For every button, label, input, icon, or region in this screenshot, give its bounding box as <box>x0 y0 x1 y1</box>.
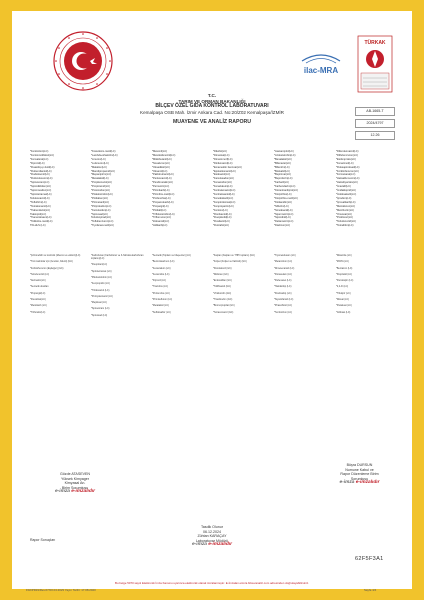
method-item: *Fluroksipir (LC) <box>336 279 354 283</box>
method-item: *Dikamba (LC) <box>336 254 352 257</box>
method-item: *Bentazon (LC) <box>336 266 353 270</box>
analyte-item: *Spirotetramat(LC) <box>30 192 52 196</box>
analyte-item: *İmazalil(LC) <box>336 185 351 189</box>
method-item: *Spinetoram (LC) <box>91 307 110 311</box>
approval-label: Tasdik Olunur <box>201 525 223 529</box>
analyte-item: *Heksitiyazoks(LC) <box>336 181 358 185</box>
analyte-item: *Azoksistrobin(LC) <box>274 153 296 157</box>
method-item: *Fenazakuin (LC) <box>152 266 171 270</box>
method-item: *Metalaksil (LC) <box>152 304 169 308</box>
analyte-item: *Siprodinil(LC) <box>274 216 291 220</box>
method-item: *2,4-D (LC) <box>336 285 349 289</box>
analyte-item: *Fenarimol(LC) <box>336 161 354 165</box>
lab-address: Kemalpaşa OSB Mah. İzmir Ankara Cad. No:20/Z02 Kemalpaşa/İZMİR <box>140 109 284 115</box>
analyte-item: *Spirodiklofen(LC) <box>30 185 52 189</box>
analyte-item: *Flufenoksuron(LC) <box>30 177 53 181</box>
method-item: *Sentetik oksidan <box>30 285 49 289</box>
approval-name: Zühtan KARAÇAY <box>197 534 227 539</box>
analyte-item: *Asetamiprid(LC) <box>274 150 294 153</box>
method-item: *Benzoksazinon (LC) <box>152 260 175 264</box>
analyte-item: *Tetrakonazol(LC) <box>30 204 51 208</box>
analyte-item: *Proklorаz(LC) <box>336 216 354 220</box>
analyte-item: *Fluopikolid(LC) <box>213 216 232 220</box>
e-signature-approval <box>177 543 247 548</box>
method-item: *Haloksifop (LC) <box>274 285 292 289</box>
e-signature-left-main: e-imzalıdır <box>71 489 95 495</box>
method-item: *Çözünebilir su kontrolü (Mevcut ve etkisiz)(LC) <box>30 254 81 257</box>
analyte-item: *Paklobutrazol(LC) <box>152 173 174 177</box>
analyte-item: *Fenheksamid(LC) <box>213 192 235 196</box>
analyte-item: *Prosimidon(LC) <box>91 189 111 193</box>
method-item: *Tembotrion (LC) <box>274 310 293 314</box>
analyte-item: *Difenokonazol(LC) <box>336 150 359 153</box>
method-item: *Tebufenozid (LC) <box>30 272 50 276</box>
analyte-item: *Pirimikarb(LC) <box>152 189 170 193</box>
analyte-item: *Fenamidon(LC) <box>213 181 233 185</box>
method-item: *Spirotetramat (LC) <box>91 269 112 273</box>
method-item: *Fipronil (LC) <box>152 279 167 283</box>
analyte-item: *Emamektin benzoat(LC) <box>213 165 242 169</box>
method-item: *Klorotalonil (GC) <box>213 266 232 270</box>
method-item: *Florasulam (LC) <box>274 272 293 276</box>
analyte-item: *Propamokarb(LC) <box>152 200 174 204</box>
analyte-item: *Fenoksikarb(LC) <box>213 196 234 200</box>
analyte-item: *Fenpropatrin(LC) <box>213 204 234 208</box>
report-page <box>12 11 412 592</box>
lab-name: BİLÇEV ÖZEL GIDA KONTROL LABORATUVARI <box>155 103 269 110</box>
e-signature-right <box>322 481 397 486</box>
analyte-item: *Bifenazat(LC) <box>274 161 291 165</box>
analyte-item: *Spinetoram(LC) <box>30 181 50 185</box>
analyte-item: *Spiromesifen(LC) <box>30 189 52 193</box>
analyte-item: *Spinosad(LC) <box>91 212 108 216</box>
analyte-item: *Flutriafol(LC) <box>213 224 229 228</box>
method-item: *Bromopropilat (GC) <box>213 304 235 308</box>
method-item: *Forklorfenuron (Eşdeğer) (GC) <box>30 266 64 270</box>
analyte-item: *İprodion(LC) <box>336 196 352 200</box>
ministry-label: TARIM VE ORMAN BAKANLIĞI <box>178 98 246 104</box>
ilac-mra-logo-icon <box>298 49 344 79</box>
method-item: *Tiyometoksam (LC) <box>274 254 296 257</box>
analyte-item: *Ometoat(LC) <box>336 212 352 216</box>
reference-box <box>355 107 395 143</box>
analyte-item: *Aldikarb(LC) <box>152 224 168 228</box>
analyte-item: *Tetradifon(LC) <box>336 224 354 228</box>
signatory-left-title2: Kimyasal An. <box>64 481 86 486</box>
method-item: *Dikuat (LC) <box>336 297 350 301</box>
signatory-left-title3: Birim Sorumlusu <box>61 485 89 490</box>
analyte-item: *Flubendiamid(LC) <box>30 169 52 173</box>
analyte-item: *Flonikamid(LC) <box>213 212 232 216</box>
analyte-item: *Fipronil(LC) <box>30 161 45 165</box>
method-item: *Protiyokonazol (LC) <box>91 294 113 298</box>
signatory-right-title2: Rapor Düzenleme Birim <box>340 472 379 477</box>
analyte-item: *Metrafenon(LC) <box>336 204 356 208</box>
analyte-item: Tebufenpirad(LC) <box>91 216 112 220</box>
method-item: *Propargit(LC) <box>30 291 46 295</box>
analyte-item: *Buprofezin(LC) <box>274 177 293 181</box>
analyte-item: *Fentionsülfoksit(LC) <box>30 153 55 157</box>
analyte-item: *Oksadiksil(LC) <box>152 165 170 169</box>
signatory-left-title1: Yüksek Kimyager <box>61 476 89 481</box>
method-item: *Klodinafop (LC) <box>274 291 292 295</box>
ref-accreditation: AB-1665-T <box>355 107 395 116</box>
method-item: *Primisulfuron (LC) <box>152 297 173 301</box>
method-item: *Sulfoksaflor (LC) <box>152 310 171 314</box>
analyte-item: *Fenbukonazol(LC) <box>213 189 236 193</box>
analyte-item: *Fludioksonil(LC) <box>30 173 50 177</box>
signatory-left <box>40 472 110 495</box>
footer-verification-note: Bu belge 5070 sayılı Elektronik İmza Kanunu uyarınca elektronik olarak imzalanmıştır. E-İmzalan eimza.bilcevanaliz.com adresinden doğrulayabilirsiniz. <box>115 581 309 585</box>
analyte-item: *Klotianidin(LC) <box>274 200 293 204</box>
analyte-item: *Oksamil(LC) <box>152 169 168 173</box>
analyte-item: *Fluasifop-p-butil(LC) <box>30 165 55 169</box>
analyte-item: *Benalaksil(LC) <box>274 157 292 161</box>
analyte-column-2 <box>91 150 149 228</box>
analyte-item: *Tiametoksam(LC) <box>30 216 52 220</box>
footer-form-code: F02/PR19/Rev.07/03.04.2023 Yayın Tarihi: 17.08.2020 <box>26 588 96 592</box>
analyte-item: *Klorantraniliprol(LC) <box>274 189 299 193</box>
analyte-item: *Metoksifenozid(LC) <box>152 153 176 157</box>
signatory-right-title1: Numune Kabul ve <box>345 467 374 472</box>
analyte-item: *Piraklostrobin(LC) <box>91 192 113 196</box>
analyte-item: *Boskalid(LC) <box>274 169 290 173</box>
method-item: *Flufenacet (LC) <box>274 279 292 283</box>
footer-page-number: Sayfa 4/4 <box>364 588 377 592</box>
method-item: *Mepikuat (LC) <box>91 301 107 305</box>
method-item: *Trifluralin(LC) <box>30 310 46 314</box>
analyte-item: *Sipermetrin(LC) <box>274 212 294 216</box>
analyte-item: *İndoksakarb(LC) <box>336 192 357 196</box>
analyte-column-4 <box>213 150 271 228</box>
analyte-item: *Linuron(LC) <box>91 157 106 161</box>
analyte-item: *Piridaben(LC) <box>91 196 109 200</box>
method-item: *Pirasulfotol (LC) <box>274 304 293 308</box>
analyte-column-1 <box>30 150 88 228</box>
method-item: *Fluopiram(LC) <box>91 263 108 267</box>
analyte-item: *Siflutrin(LC) <box>274 204 289 208</box>
analyte-item: Tiakloprid(LC) <box>30 212 47 216</box>
analyte-item: *Piriproksifen(LC) <box>91 204 112 208</box>
analyte-item: *Fenvalerat(LC) <box>30 157 49 161</box>
analyte-item: *Lufenuron(LC) <box>91 161 109 165</box>
method-item: *Metiokarb (LC) <box>30 304 47 308</box>
turkak-logo-icon <box>357 35 393 93</box>
method-column-5 <box>274 254 332 317</box>
analyte-item: TKLHLS (LC) <box>30 224 46 228</box>
analyte-item: *Etofenproks(LC) <box>336 157 356 161</box>
method-column-4 <box>213 254 271 317</box>
analyte-item: *Etoksazol(LC) <box>213 173 231 177</box>
analyte-item: *Novaluron(LC) <box>152 161 170 165</box>
analyte-item: *Mepanipirim(LC) <box>91 173 112 177</box>
method-column-6 <box>336 254 394 317</box>
method-item: *Tritikonazol (LC) <box>91 288 110 292</box>
country-label: T.C. <box>207 93 217 98</box>
method-item: *Fenamifos (LC) <box>152 272 170 276</box>
method-item: *Triazofos (LC) <box>152 285 168 289</box>
method-item: *Triadimefon (GC) <box>213 297 233 301</box>
analyte-item: *Pirimetanil(LC) <box>91 200 110 204</box>
analyte-item: *Lambda-sihalotrin(LC) <box>91 153 118 157</box>
analyte-item: *Famoksadon(LC) <box>213 177 235 181</box>
report-title: MUAYENE VE ANALİZ RAPORU <box>172 119 251 125</box>
analyte-column-3 <box>152 150 210 228</box>
analyte-item: *İprovalikarb(LC) <box>336 200 356 204</box>
method-item: *Vinklozolin (GC) <box>213 291 232 295</box>
analyte-item: *Kuinoksifen(LC) <box>91 208 111 212</box>
svg-text:TÜRKAK: TÜRKAK <box>364 40 386 46</box>
analyte-item: *Metomil(LC) <box>152 150 168 153</box>
signatory-left-name: Gözde ATASEVEN <box>59 472 91 476</box>
analyte-item: *Metribuzin(LC) <box>336 208 355 212</box>
analyte-item: *Epoksikonazol(LC) <box>213 169 236 173</box>
method-item: *Tolilfluanid (GC) <box>213 285 231 289</box>
method-item: *Metamitron (LC) <box>274 260 293 264</box>
method-item: *Parakuat (LC) <box>336 304 352 308</box>
e-signature-approval-main: e-imzalıdır <box>208 542 232 548</box>
e-signature-left <box>40 490 110 495</box>
header-title-block <box>122 93 302 115</box>
report-results-label: Rapor Sonuçları <box>30 538 56 542</box>
method-item: *Folpet (Folpet ve ftalimid) (GC) <box>213 260 247 264</box>
analyte-item: *Piridalil(LC) <box>152 208 167 212</box>
analyte-item: *Dikofol(LC) <box>213 150 227 153</box>
method-item: *Dimetenamid (LC) <box>274 266 295 270</box>
ministry-emblem-icon <box>52 29 114 93</box>
approval-date: 06.12.2024 <box>203 529 221 534</box>
method-item: *Akrinatrin(LC) <box>30 279 46 283</box>
analyte-item: *Dimetomorf(LC) <box>213 157 233 161</box>
approval-title: Laboratuvar Müdürü <box>195 538 229 543</box>
analyte-item: *Formetanat(LC) <box>336 173 356 177</box>
analyte-item: *Penkonazol(LC) <box>152 177 172 181</box>
signatory-approval <box>177 525 247 548</box>
document-hash: 62F5F3A1 <box>355 556 384 562</box>
e-signature-right-small: e-imza <box>339 480 355 486</box>
analyte-item: *Fention(LC) <box>213 208 228 212</box>
analyte-item: *Fenpiroksimat(LC) <box>213 200 236 204</box>
ref-report-number: 2024/4797 <box>355 119 395 128</box>
analyte-item: *Dinikonazol(LC) <box>213 161 233 165</box>
method-item: *Fenpropidin (LC) <box>91 282 110 286</box>
analyte-item: *Propikonazol(LC) <box>91 181 113 185</box>
analyte-item: *Triflumuron(LC) <box>152 216 172 220</box>
analyte-item: *Bifentrin(LC) <box>274 165 290 169</box>
analyte-item: *Pendimetalin(LC) <box>152 181 174 185</box>
method-item: *Pikoksistrobin (LC) <box>91 275 112 279</box>
analyte-item: *Fenazakuin(LC) <box>213 185 233 189</box>
analyte-item: *Profenofos(LC) <box>152 196 171 200</box>
method-item: *Profenofos (LC) <box>152 291 170 295</box>
method-item: *MCPA (LC) <box>336 260 349 264</box>
analyte-item: *Tiyofanat-metil(LC) <box>91 224 114 228</box>
signatory-right-title3: Sorumlusu <box>350 476 369 481</box>
analyte-item: *Karbendazim(LC) <box>274 185 296 189</box>
analyte-item: *Teflubenzuron(LC) <box>91 220 114 224</box>
method-item: *Spinosad (LC) <box>91 313 108 317</box>
analyte-item: *Diazinon(LC) <box>274 224 291 228</box>
analyte-item: *Fenitrotion(LC) <box>30 150 49 153</box>
analyte-item: *Klorpirifos(LC) <box>274 192 292 196</box>
method-item: *Endosülfan (GC) <box>213 279 232 283</box>
analyte-item: *Tefluthrin(LC) <box>30 200 47 204</box>
analyte-item: *Kresoksim-metil(LC) <box>91 150 116 153</box>
analyte-item: *Mandipropamid(LC) <box>91 169 115 173</box>
analyte-item: *Tolklofos-metil(LC) <box>30 220 53 224</box>
signatory-right-name: Büşra DURSUN <box>346 463 373 467</box>
method-item: *Karbofuran (Karbofuran ve 3-hidroksi-karbofuran toplamı)(LC) <box>91 254 144 261</box>
analyte-item: *Heksaflumuron(LC) <box>336 177 360 181</box>
analyte-column-6 <box>336 150 394 228</box>
method-item: *Tetraconazol (GC) <box>213 310 234 314</box>
method-item: *Siyazofamid (LC) <box>274 297 294 301</box>
analyte-item: *Miklobutanil(LC) <box>152 157 172 161</box>
method-item: *Triklopir (LC) <box>336 291 351 295</box>
e-signature-approval-small: e-imza <box>191 542 207 548</box>
method-item: *Fluvalinat(LC) <box>30 297 46 301</box>
ref-date: 12.26 <box>355 131 395 140</box>
analyte-item: *Propargit(LC) <box>152 204 169 208</box>
analyte-item: *Pirimifos-metil(LC) <box>152 192 175 196</box>
analyte-item: *Permetrin(LC) <box>152 185 170 189</box>
analyte-item: *Dimetoat(LC) <box>213 153 230 157</box>
method-item: *Klopiralid (LC) <box>336 272 353 276</box>
analyte-item: *Tebufenozid(LC) <box>336 220 357 224</box>
method-item: *Kaptan (Kaptan ve THPI toplamı) (GC) <box>213 254 255 257</box>
method-item: *Tüm kalıntılar için (fenoksi, bifenil) (GC) <box>30 260 73 264</box>
analyte-item: *Karbaril(LC) <box>274 181 289 185</box>
method-item: *Sentetik (Toplam ve bileşenler) (LC) <box>152 254 191 257</box>
analyte-item: *Bupirimat(LC) <box>274 173 292 177</box>
analyte-item: *İmidakloprid(LC) <box>336 189 357 193</box>
signatory-right <box>322 463 397 486</box>
analyte-item: *Flusilazol(LC) <box>213 220 230 224</box>
analyte-item: *Deltametrin(LC) <box>274 220 294 224</box>
analyte-item: *Fluksapiroksad(LC) <box>336 165 360 169</box>
analyte-item: *Klorpirifos-metil(LC) <box>274 196 298 200</box>
analyte-column-5 <box>274 150 332 228</box>
analyte-item: *Tiabendazol(LC) <box>30 208 51 212</box>
analyte-item: *Malation(LC) <box>91 165 107 169</box>
svg-text:ilac-MRA: ilac-MRA <box>303 66 339 75</box>
method-column-3 <box>152 254 210 317</box>
e-signature-left-small: e-imza <box>54 489 70 495</box>
analyte-item: *Forklorfenuron(LC) <box>336 169 359 173</box>
analyte-item: *Diflubenzuron(LC) <box>336 153 359 157</box>
analyte-item: *Simoksanil(LC) <box>274 208 293 212</box>
analyte-item: *Zoksamid(LC) <box>152 220 170 224</box>
method-item: *Glifosat (LC) <box>336 310 351 314</box>
e-signature-right-main: e-imzalıdır <box>355 480 380 486</box>
method-column-1 <box>30 254 88 317</box>
analyte-item: Tebukonazol(LC) <box>30 196 50 200</box>
method-column-2 <box>91 254 149 320</box>
method-item: *Dikloran (GC) <box>213 272 229 276</box>
analyte-item: *Propizamid(LC) <box>91 185 111 189</box>
analyte-item: *Metalaksil(LC) <box>91 177 109 181</box>
analyte-item: *Trifloksistrobin(LC) <box>152 212 175 216</box>
